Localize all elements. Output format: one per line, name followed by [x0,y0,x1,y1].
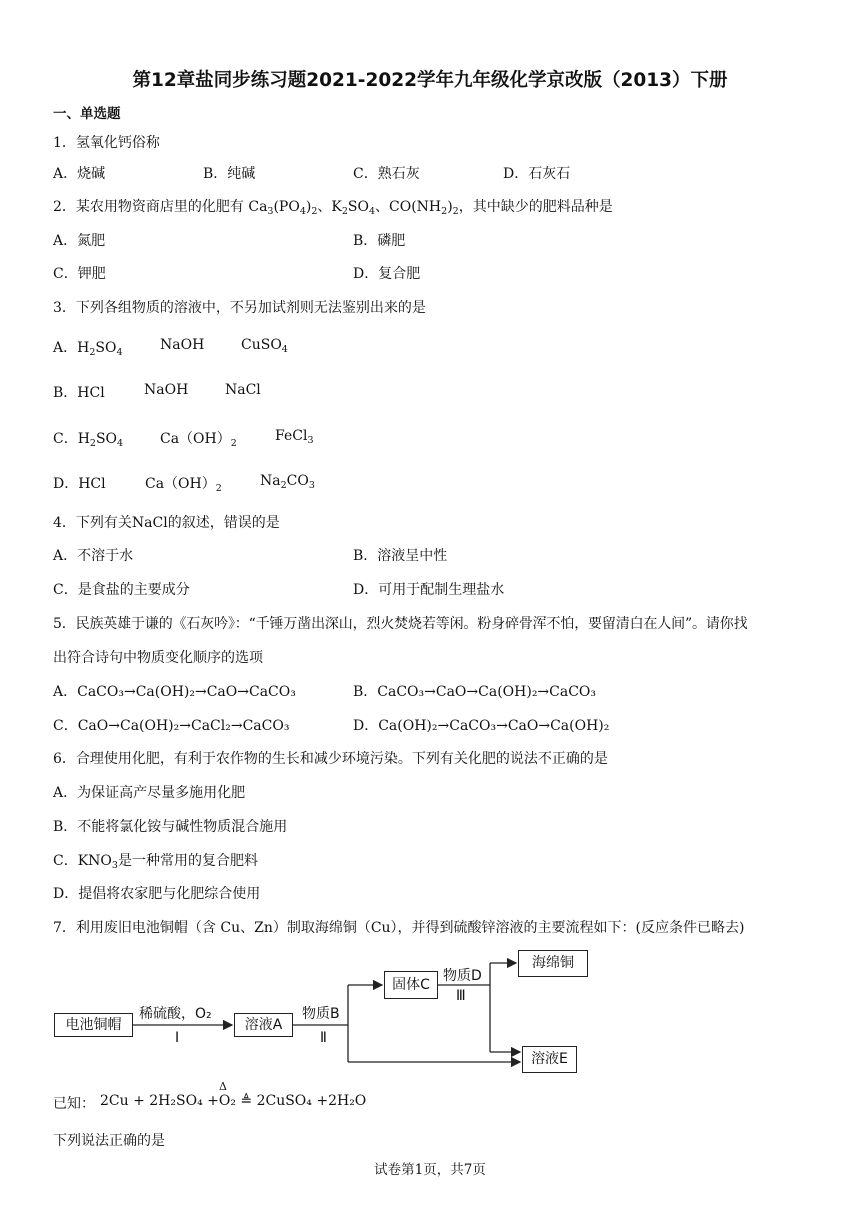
flow-step3-number: Ⅲ [456,988,466,1004]
q6-option-d: D．提倡将农家肥与化肥综合使用 [53,886,261,902]
flow-box-sponge-copper: 海绵铜 [518,950,588,977]
q1-option-b: B．纯碱 [203,166,256,182]
q4-option-a: A．不溶于水 [53,548,134,564]
q1-option-c: C．熟石灰 [353,166,420,182]
q2-option-b: B．磷肥 [353,233,406,249]
q4-option-b: B．溶液呈中性 [353,548,448,564]
q6-option-c: C．$KNO_3$是一种常用的复合肥料 [53,853,258,871]
q3-option-b: B．HCl [53,385,105,401]
q3-stem: 3．下列各组物质的溶液中，不另加试剂则无法鉴别出来的是 [53,300,426,316]
q3-option-d-3: $Na_2CO_3$ [260,473,315,491]
flow-step2-reagent: 物质B [302,1006,340,1022]
q3-option-d: D．HCl [53,476,106,492]
q5-stem-line1: 5．民族英雄于谦的《石灰吟》：“千锤万凿出深山，烈火焚烧若等闲。粉身碎骨浑不怕，要留清白在人间”。请你找 [53,616,748,632]
q3-option-c-3: FeCl$_3$ [275,428,314,446]
q7-stem: 7．利用废旧电池铜帽（含 Cu、Zn）制取海绵铜（Cu），并得到硫酸锌溶液的主要流程如下：(反应条件已略去) [53,920,745,936]
q3-option-c: C．$H_2SO_4$ [53,431,124,449]
q3-option-b-3: NaCl [225,382,261,398]
q3-option-a: A．$H_2SO_4$ [53,340,123,358]
q6-option-a: A．为保证高产尽量多施用化肥 [53,785,246,801]
q3-option-a-2: NaOH [160,337,205,353]
q2-option-d: D．复合肥 [353,266,421,282]
q5-option-c: C．CaO→Ca(OH)₂→CaCl₂→CaCO₃ [53,718,290,734]
q7-question: 下列说法正确的是 [53,1133,165,1149]
q2-stem: 2．某农用物资商店里的化肥有 $Ca_3(PO_4)_2$、$K_2SO_4$、$CO(NH_2)_2$，其中缺少的肥料品种是 [53,199,613,217]
flow-box-battery-cap: 电池铜帽 [54,1013,133,1037]
q4-option-d: D．可用于配制生理盐水 [353,582,505,598]
q7-equation-heat-sign: Δ [219,1080,227,1093]
q5-option-b: B．CaCO₃→CaO→Ca(OH)₂→CaCO₃ [353,684,597,700]
page-title: 第12章盐同步练习题2021-2022学年九年级化学京改版（2013）下册 [132,70,728,91]
page-footer: 试卷第1页，共7页 [374,1162,486,1178]
q2-option-c: C．钾肥 [53,266,106,282]
q2-option-a: A．氮肥 [53,233,106,249]
q3-option-d-2: $Ca(OH)_2$ [145,476,222,494]
q7-known-label: 已知： [53,1096,95,1112]
flow-step2-number: Ⅱ [320,1030,327,1046]
q3-option-c-2: $Ca(OH)_2$ [160,431,237,449]
q4-option-c: C．是食盐的主要成分 [53,582,190,598]
q4-stem: 4．下列有关NaCl的叙述，错误的是 [53,515,280,531]
q5-option-a: A．CaCO₃→Ca(OH)₂→CaO→CaCO₃ [53,684,296,700]
q6-option-b: B．不能将氯化铵与碱性物质混合施用 [53,819,288,835]
flow-step1-number: Ⅰ [175,1030,180,1046]
q6-stem: 6．合理使用化肥，有利于农作物的生长和减少环境污染。下列有关化肥的说法不正确的是 [53,751,608,767]
q5-stem-line2: 出符合诗句中物质变化顺序的选项 [53,650,263,666]
q1-stem: 1．氢氧化钙俗称 [53,135,160,151]
section-heading: 一、单选题 [53,106,121,122]
q1-option-d: D．石灰石 [503,166,571,182]
q3-option-a-3: CuSO$_4$ [241,337,288,355]
flow-step3-reagent: 物质D [443,968,482,984]
flow-box-solution-e: 溶液E [522,1046,577,1073]
flow-step1-reagent: 稀硫酸，O₂ [139,1006,212,1022]
q3-option-b-2: NaOH [144,382,189,398]
q5-option-d: D．Ca(OH)₂→CaCO₃→CaO→Ca(OH)₂ [353,718,610,734]
flowchart-connectors [0,940,860,1080]
flow-box-solution-a: 溶液A [234,1013,293,1037]
q7-equation: 2Cu + 2H₂SO₄ +O₂ ≜ 2CuSO₄ +2H₂O [100,1093,367,1109]
q1-option-a: A．烧碱 [53,166,106,182]
flow-box-solid-c: 固体C [384,971,438,999]
